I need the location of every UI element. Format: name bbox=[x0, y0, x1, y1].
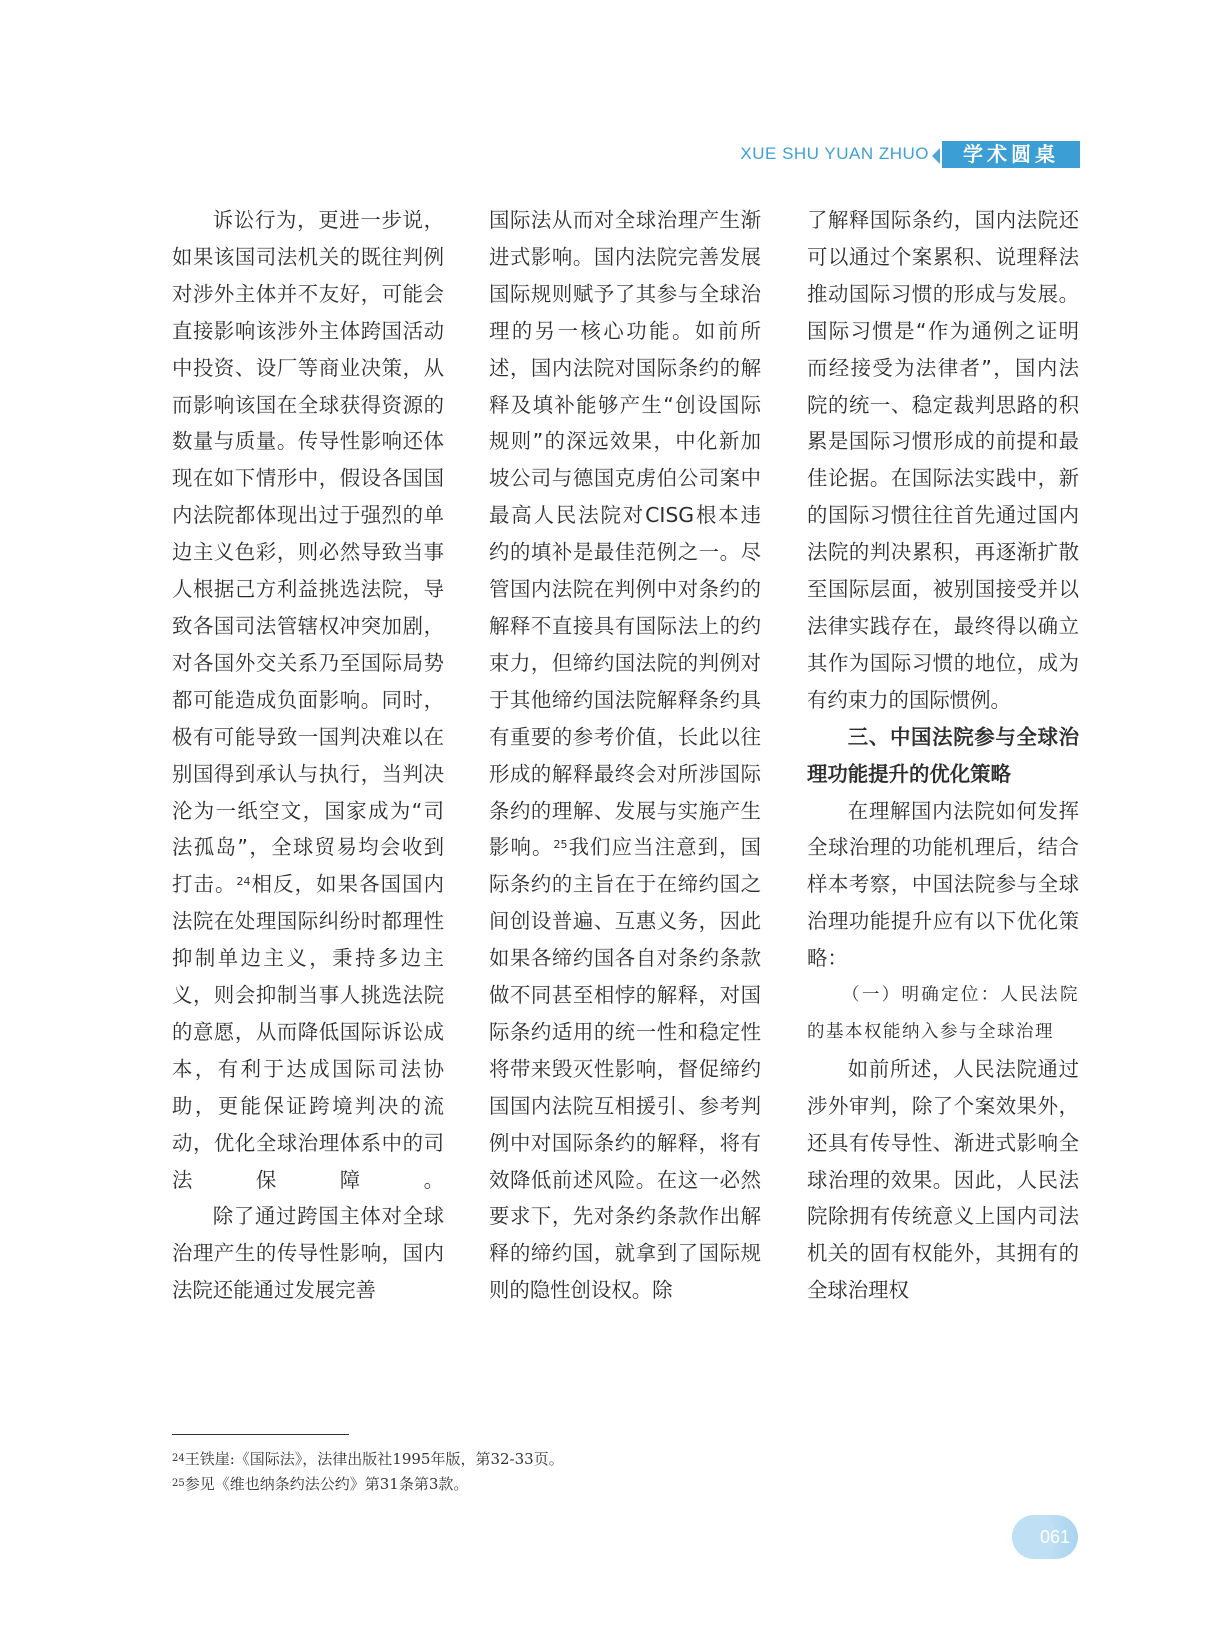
subsection-heading bbox=[807, 977, 1079, 1051]
page-number: 061 bbox=[1039, 1527, 1071, 1547]
arrow-left-icon bbox=[932, 148, 940, 164]
footnote-ref: 25 bbox=[553, 838, 568, 852]
paragraph bbox=[807, 202, 1079, 719]
page-header bbox=[0, 141, 1207, 171]
subheading-text: （一）明确定位：人民法院的基本权能纳入参与全球治理 bbox=[807, 985, 1079, 1042]
footnote-ref: 24 bbox=[236, 875, 251, 889]
footnote bbox=[172, 1472, 564, 1497]
paragraph bbox=[807, 1051, 1079, 1309]
paragraph-text: 在理解国内法院如何发挥全球治理的功能机理后，结合样本考察，中国法院参与全球治理功能提升应有以下优化策略： bbox=[807, 798, 1079, 971]
paragraph-text: 如前所述，人民法院通过涉外审判，除了个案效果外，还具有传导性、渐进式影响全球治理的效果。因此，人民法院除拥有传统意义上国内司法机关的固有权能外，其拥有的全球治理权 bbox=[807, 1056, 1079, 1303]
paragraph-text: 相反，如果各国国内法院在处理国际纠纷时都理性抑制单边主义，秉持多边主义，则会抑制当事人挑选法院的意愿，从而降低国际诉讼成本，有利于达成国际司法协助，更能保证跨境判决的流动，优化全球治理体系中的司法保障。 bbox=[172, 872, 444, 1192]
paragraph bbox=[172, 1198, 444, 1309]
paragraph-text: 除了通过跨国主体对全球治理产生的传导性影响，国内法院还能通过发展完善 bbox=[172, 1204, 444, 1303]
page-number-badge bbox=[1012, 1515, 1078, 1559]
footnote bbox=[172, 1447, 564, 1472]
paragraph-text: 国际法从而对全球治理产生渐进式影响。国内法院完善发展国际规则赋予了其参与全球治理的另一核心功能。如前所述，国内法院对国际条约的解释及填补能够产生“创设国际规则”的深远效果，中化新加坡公司与德国克虏伯公司案中最高人民法院对CISG根本违约的填补是最佳范例之一。尽管国内法院在判例中对条约的解释不直接具有国际法上的约束力，但缔约国法院的判例对于其他缔约国法院解释条约具有重要的参考价值，长此以往形成的解释最终会对所涉国际条约的理解、发展与实施产生影响。 bbox=[489, 208, 761, 860]
paragraph bbox=[172, 202, 444, 1198]
section-pinyin: XUE SHU YUAN ZHUO bbox=[740, 144, 929, 163]
column-2 bbox=[489, 202, 761, 1309]
column-1 bbox=[172, 202, 444, 1309]
footnotes bbox=[172, 1447, 564, 1497]
footnote-text: 参见《维也纳条约法公约》第31条第3款。 bbox=[184, 1475, 469, 1493]
paragraph bbox=[489, 202, 761, 1309]
section-title: 学术圆桌 bbox=[942, 141, 1080, 168]
paragraph-text: 我们应当注意到，国际条约的主旨在于在缔约国之间创设普遍、互惠义务，因此如果各缔约国各自对条约条款做不同甚至相悖的解释，对国际条约适用的统一性和稳定性将带来毁灭性影响，督促缔约国国内法院互相援引、参考判例中对国际条约的解释，将有效降低前述风险。在这一必然要求下，先对条约条款作出解释的缔约国，就拿到了国际规则的隐性创设权。除 bbox=[489, 835, 761, 1303]
heading-text: 三、中国法院参与全球治理功能提升的优化策略 bbox=[807, 724, 1079, 786]
section-heading bbox=[807, 719, 1079, 793]
paragraph-text: 诉讼行为，更进一步说，如果该国司法机关的既往判例对涉外主体并不友好，可能会直接影响该涉外主体跨国活动中投资、设厂等商业决策，从而影响该国在全球获得资源的数量与质量。传导性影响还体现在如下情形中，假设各国国内法院都体现出过于强烈的单边主义色彩，则必然导致当事人根据己方利益挑选法院，导致各国司法管辖权冲突加剧，对各国外交关系乃至国际局势都可能造成负面影响。同时，极有可能导致一国判决难以在别国得到承认与执行，当判决沦为一纸空文，国家成为“司法孤岛”，全球贸易均会收到打击。 bbox=[172, 208, 444, 897]
footnote-number: 25 bbox=[172, 1478, 185, 1489]
paragraph bbox=[807, 793, 1079, 978]
footnote-text: 王铁崖:《国际法》，法律出版社1995年版，第32-33页。 bbox=[184, 1450, 564, 1468]
column-3 bbox=[807, 202, 1079, 1309]
footnote-divider bbox=[172, 1434, 349, 1435]
paragraph-text: 了解释国际条约，国内法院还可以通过个案累积、说理释法推动国际习惯的形成与发展。国际习惯是“作为通例之证明而经接受为法律者”，国内法院的统一、稳定裁判思路的积累是国际习惯形成的前提和最佳论据。在国际法实践中，新的国际习惯往往首先通过国内法院的判决累积，再逐渐扩散至国际层面，被别国接受并以法律实践存在，最终得以确立其作为国际习惯的地位，成为有约束力的国际惯例。 bbox=[807, 208, 1079, 712]
footnote-number: 24 bbox=[172, 1453, 185, 1464]
